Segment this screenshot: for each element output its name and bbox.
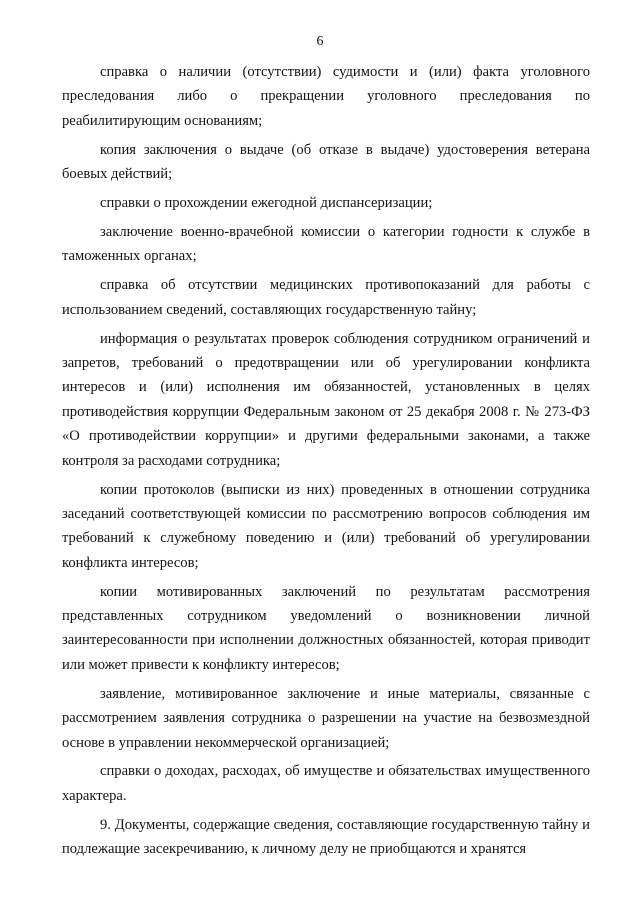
page-number: 6 — [316, 34, 324, 49]
paragraph-medical-examination-certificates: справки о прохождении ежегодной диспансеризации; — [100, 195, 433, 212]
paragraph-anticorruption-check-info: информация о результатах проверок соблюдения сотрудником ограничений и запретов, требований о предотвращении или об урегулировании конфликта интересов и (или) исполнения им обязанностей, установленных в целях противодействия коррупции Федеральным законом от 25 декабря 2008 г. № 273-ФЗ «О противодействии коррупции» и другими федеральными законами, а также контроля за расходами сотрудника; — [62, 330, 590, 469]
paragraph-income-statements: справки о доходах, расходах, об имуществе и обязательствах имущественного характера. — [62, 763, 590, 804]
paragraph-criminal-record-certificate: справка о наличии (отсутствии) судимости и (или) факта уголовного преследования либо о прекращении уголовного преследования по реабилитирующим основаниям; — [62, 64, 590, 129]
paragraph-veteran-certificate-conclusion: копия заключения о выдаче (об отказе в выдаче) удостоверения ветерана боевых действий; — [62, 141, 590, 183]
document-body — [62, 60, 590, 866]
paragraph-item-9-state-secret: 9. Документы, содержащие сведения, составляющие государственную тайну и подлежащие засекречиванию, к личному делу не приобщаются и хранятся — [62, 816, 590, 858]
paragraph-military-medical-commission: заключение военно-врачебной комиссии о категории годности к службе в таможенных органах; — [62, 223, 590, 265]
paragraph-commission-protocols: копии протоколов (выписки из них) проведенных в отношении сотрудника заседаний соответствующей комиссии по рассмотрению вопросов соблюдения им требований к служебному поведению и (или) требований об урегулировании конфликта интересов; — [62, 481, 590, 571]
paragraph-no-contraindications-certificate: справка об отсутствии медицинских противопоказаний для работы с использованием сведений, составляющих государственную тайну; — [62, 277, 590, 318]
paragraph-conflict-of-interest-conclusions: копии мотивированных заключений по результатам рассмотрения представленных сотрудником уведомлений о возникновении личной заинтересованности при исполнении должностных обязанностей, которая приводит или может привести к конфликту интересов; — [62, 583, 590, 673]
paragraph-nonprofit-participation-application: заявление, мотивированное заключение и иные материалы, связанные с рассмотрением заявления сотрудника о разрешении на участие на безвозмездной основе в управлении некоммерческой организацией; — [62, 685, 590, 751]
